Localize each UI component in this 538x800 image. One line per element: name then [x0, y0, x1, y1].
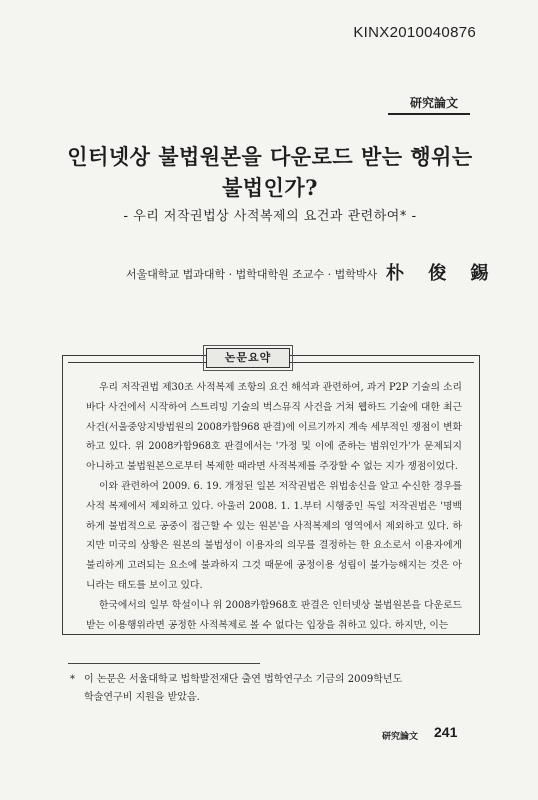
running-footer: 研究論文 [382, 732, 419, 742]
page-number: 241 [434, 724, 458, 740]
abstract-paragraph: 한국에서의 일부 학설이나 위 2008카합968호 판결은 인터넷상 불법원본을 다운로드 받는 이용행위라면 공정한 사적복제로 볼 수 없다는 입장을 취하고 있다. 하지만, 이는 [86, 599, 462, 631]
document-id: KINX2010040876 [353, 24, 476, 41]
abstract-label: 논문요약 [206, 348, 290, 368]
author-affiliation: 서울대학교 법과대학 · 법학대학원 조교수 · 법학박사 [126, 268, 378, 281]
title-line-1: 인터넷상 불법원본을 다운로드 받는 행위는 [67, 144, 473, 169]
footnote-marker: * [70, 674, 75, 685]
footnote-line-1: 이 논문은 서울대학교 법학발전재단 출연 법학연구소 기금의 2009학년도 [84, 674, 403, 685]
article-subtitle: - 우리 저작권법상 사적복제의 요건과 관련하여* - [123, 209, 417, 224]
abstract-paragraph: 이와 관련하여 2009. 6. 19. 개정된 일본 저작권법은 위법송신을 알고 수신한 경우를 사적 복제에서 제외하고 있다. 아울러 2008. 1. 1.부터 시행중인 독일 저작권법은 '명백하게 불법적으로 공중이 접근할 수 있는 원본'을 사적복제의 영역에서 제외하고 있다. 하지만 미국의 상황은 원본의 불법성이 이용자의 의무를 결정하는 한 요소로서 이용자에게 불리하게 고려되는 요소에 불과하지 그것 때문에 공정이용 성립이 불가능해지는 것은 아니라는 태도를 보이고 있다. [86, 480, 462, 591]
article-title [50, 141, 490, 203]
section-tag: 研究論文 [409, 96, 458, 110]
abstract-paragraph: 우리 저작권법 제30조 사적복제 조항의 요건 해석과 관련하여, 과거 P2P 기술의 소리바다 사건에서 시작하여 스트리밍 기술의 벅스뮤직 사건을 거쳐 웹하드 기술에 대한 최근 사건(서울중앙지방법원의 2008카합968 판결)에 이르기까지 계속 세부적인 쟁점이 변화하고 있다. 위 2008카합968호 판결에서는 '가정 및 이에 준하는 범위인가'가 문제되지 아니하고 불법원본으로부터 복제한 때라면 사적복제를 주장할 수 없는 지가 쟁점이었다. [86, 382, 462, 473]
footnote-line-2: 학술연구비 지원을 받았음. [84, 692, 200, 703]
footnote [70, 671, 470, 707]
abstract-body [86, 378, 462, 635]
section-tag-underline [388, 113, 470, 115]
title-line-2: 불법인가? [222, 175, 318, 200]
author-name: 朴 俊 錫 [386, 263, 498, 284]
footnote-rule [68, 663, 260, 664]
